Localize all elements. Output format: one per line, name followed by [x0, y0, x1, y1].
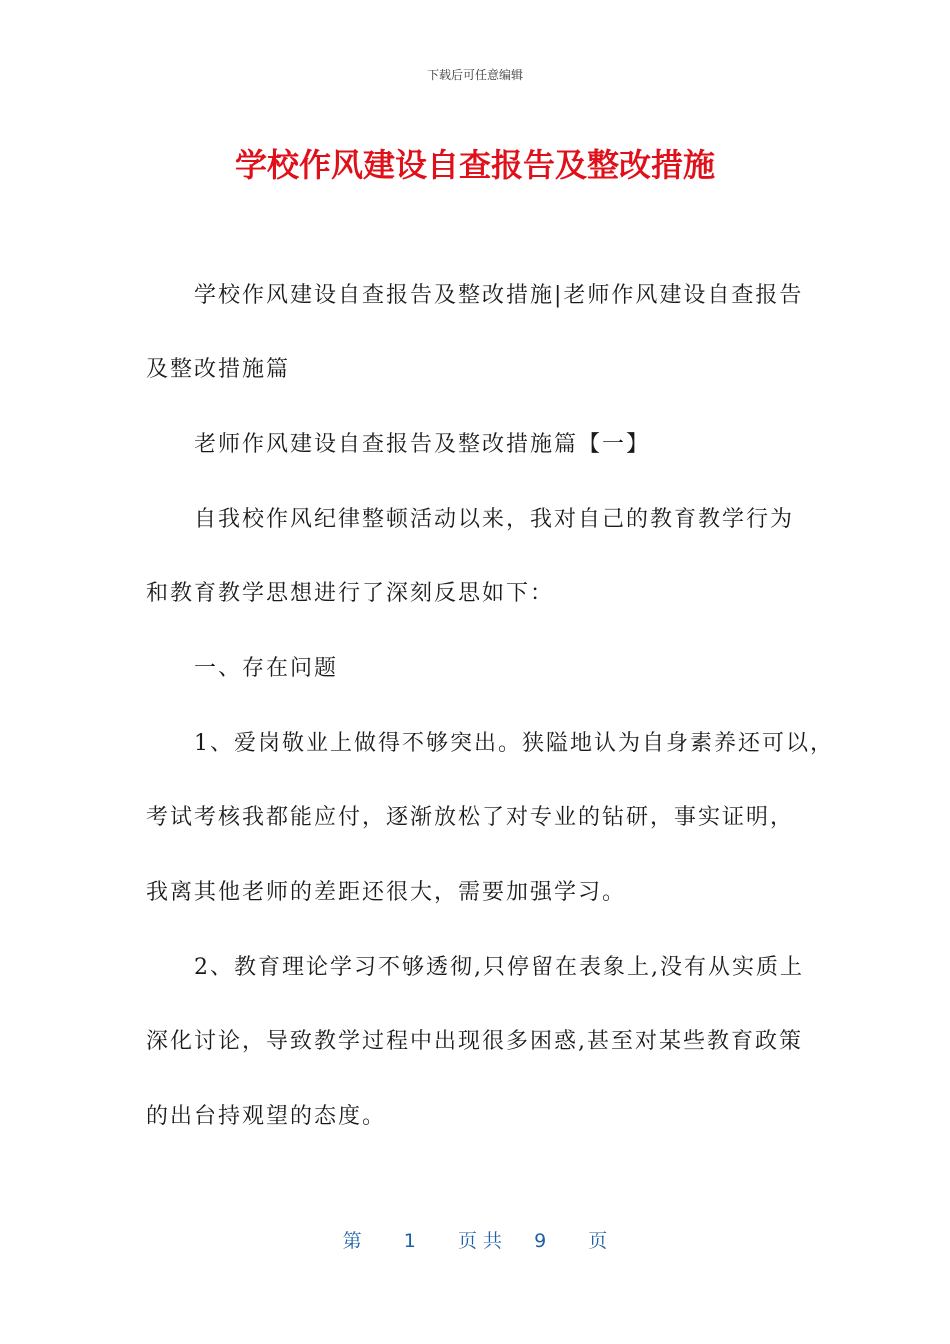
paragraph-6-line-1: 2、教育理论学习不够透彻,只停留在表象上,没有从实质上: [194, 955, 804, 980]
paragraph-3-line-1: 自我校作风纪律整顿活动以来，我对自己的教育教学行为: [194, 507, 795, 532]
paragraph-5-line-2: 考试考核我都能应付，逐渐放松了对专业的钻研，事实证明，: [146, 805, 795, 830]
paragraph-5-line-1: 1、爱岗敬业上做得不够突出。狭隘地认为自身素养还可以，: [194, 731, 834, 756]
page-footer: [0, 1226, 950, 1253]
paragraph-6-line-3: 的出台持观望的态度。: [146, 1104, 387, 1129]
footer-ye-gong: 页 共: [457, 1230, 503, 1252]
paragraph-1-line-1: 学校作风建设自查报告及整改措施|老师作风建设自查报告: [194, 283, 804, 308]
footer-ye: 页: [588, 1230, 608, 1252]
footer-page-current: 1: [403, 1230, 416, 1252]
paragraph-5-line-3: 我离其他老师的差距还很大，需要加强学习。: [146, 880, 627, 905]
paragraph-3-line-2: 和教育教学思想进行了深刻反思如下：: [146, 581, 555, 606]
section-heading: 一、存在问题: [194, 656, 339, 681]
footer-di: 第: [342, 1230, 362, 1252]
header-note: 下载后可任意编辑: [426, 68, 523, 82]
paragraph-6-line-2: 深化讨论，导致教学过程中出现很多困惑,甚至对某些教育政策: [146, 1029, 803, 1054]
paragraph-1-line-2: 及整改措施篇: [146, 357, 291, 382]
paragraph-2: 老师作风建设自查报告及整改措施篇【一】: [194, 432, 651, 457]
footer-page-total: 9: [534, 1230, 547, 1252]
document-title: 学校作风建设自查报告及整改措施: [234, 146, 715, 184]
